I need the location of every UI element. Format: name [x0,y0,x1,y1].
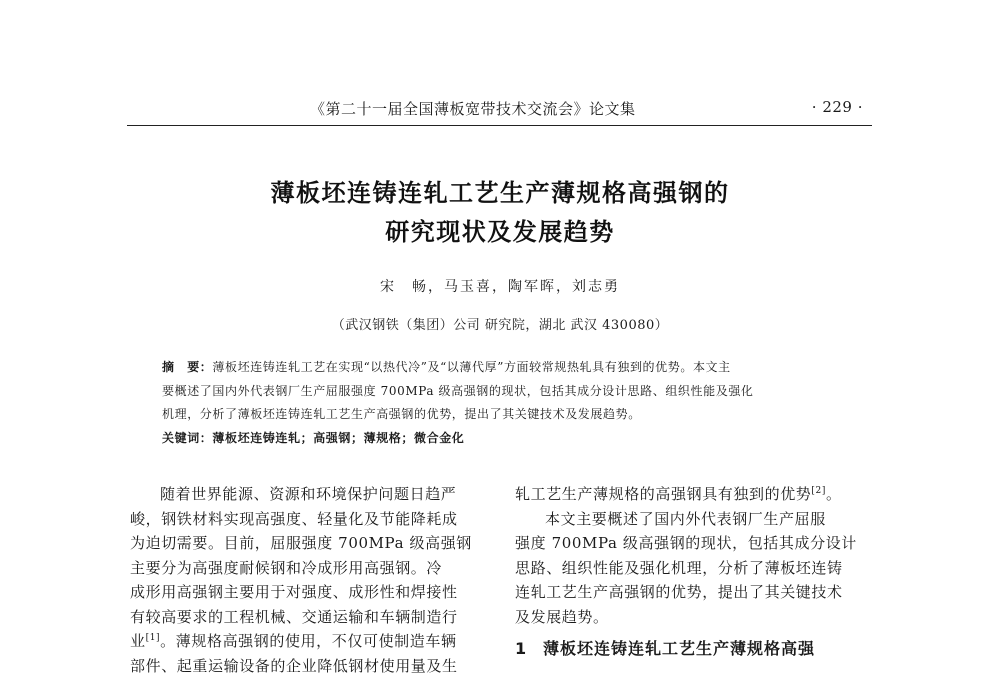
body-line: 及发展趋势。 [515,607,609,626]
section-heading [515,637,873,662]
body-text: 薄规格高强钢的使用，不仅可使制造车辆 [175,632,457,650]
authors: 宋 畅，马玉喜，陶军晖，刘志勇 [380,279,620,295]
body-line: 本文主要概述了国内外代表钢厂生产屈服 [545,509,826,528]
body-line: 成形用高强钢主要用于对强度、成形性和焊接性 [130,583,458,601]
body-line: 为迫切需要。目前，屈服强度 700MPa 级高强钢 [130,534,472,552]
body-line: 连轧工艺生产高强钢的优势，提出了其关键技术 [515,583,843,601]
body-line: 思路、组织性能及强化机理，分析了薄板坯连铸 [515,558,843,577]
journal-title: 《第二十一届全国薄板宽带技术交流会》论文集 [310,100,636,118]
body-text: 轧工艺生产薄规格的高强钢具有独到的优势 [515,485,812,503]
section-title: 薄板坯连铸连轧工艺生产薄规格高强 [543,639,816,658]
abstract-line-3: 机理，分析了薄板坯连铸连轧工艺生产高强钢的优势，提出了其关键技术及发展趋势。 [162,407,641,421]
right-column [515,482,873,662]
abstract-block [162,356,842,450]
body-line: 峻，钢铁材料实现高强度、轻量化及节能降耗成 [130,509,458,528]
affiliation: （武汉钢铁（集团）公司 研究院，湖北 武汉 430080） [331,318,669,333]
section-number: 1 [515,639,528,658]
running-header [130,98,875,122]
body-text: 业 [130,632,146,650]
left-column [130,482,488,678]
keywords-label: 关键词： [162,430,213,445]
abstract-line-2: 要概述了国内外代表钢厂生产屈服强度 700MPa 级高强钢的现状，包括其成分设计思路、组织性能及强化 [162,383,754,398]
abstract-label: 摘 要： [162,360,213,374]
body-line: 部件、起重运输设备的企业降低钢材使用量及生 [130,656,458,675]
keywords-line [162,427,842,451]
abstract-line-1 [162,356,842,380]
paper-title-line-2: 研究现状及发展趋势 [385,218,615,246]
body-text: 。 [825,485,842,503]
citation-ref: [1] [145,633,161,643]
body-line [515,482,873,507]
body-line: 主要分为高强度耐候钢和冷成形用高强钢。冷 [130,558,443,577]
page-number: · 229 · [811,98,863,116]
citation-ref: [2] [811,486,826,496]
header-rule [127,125,872,126]
keywords-text: 薄板坯连铸连轧；高强钢；薄规格；微合金化 [212,430,465,445]
body-line: 随着世界能源、资源和环境保护问题日趋严 [160,485,457,503]
body-line: 强度 700MPa 级高强钢的现状，包括其成分设计 [515,534,857,552]
body-line: 有较高要求的工程机械、交通运输和车辆制造行 [130,607,458,626]
body-line [130,629,488,654]
paper-title-line-1: 薄板坯连铸连轧工艺生产薄规格高强钢的 [270,179,730,207]
body-text: 。 [160,632,176,650]
abstract-text-1: 薄板坯连铸连轧工艺在实现“以热代冷”及“以薄代厚”方面较常规热轧具有独到的优势。本文主 [212,360,731,374]
